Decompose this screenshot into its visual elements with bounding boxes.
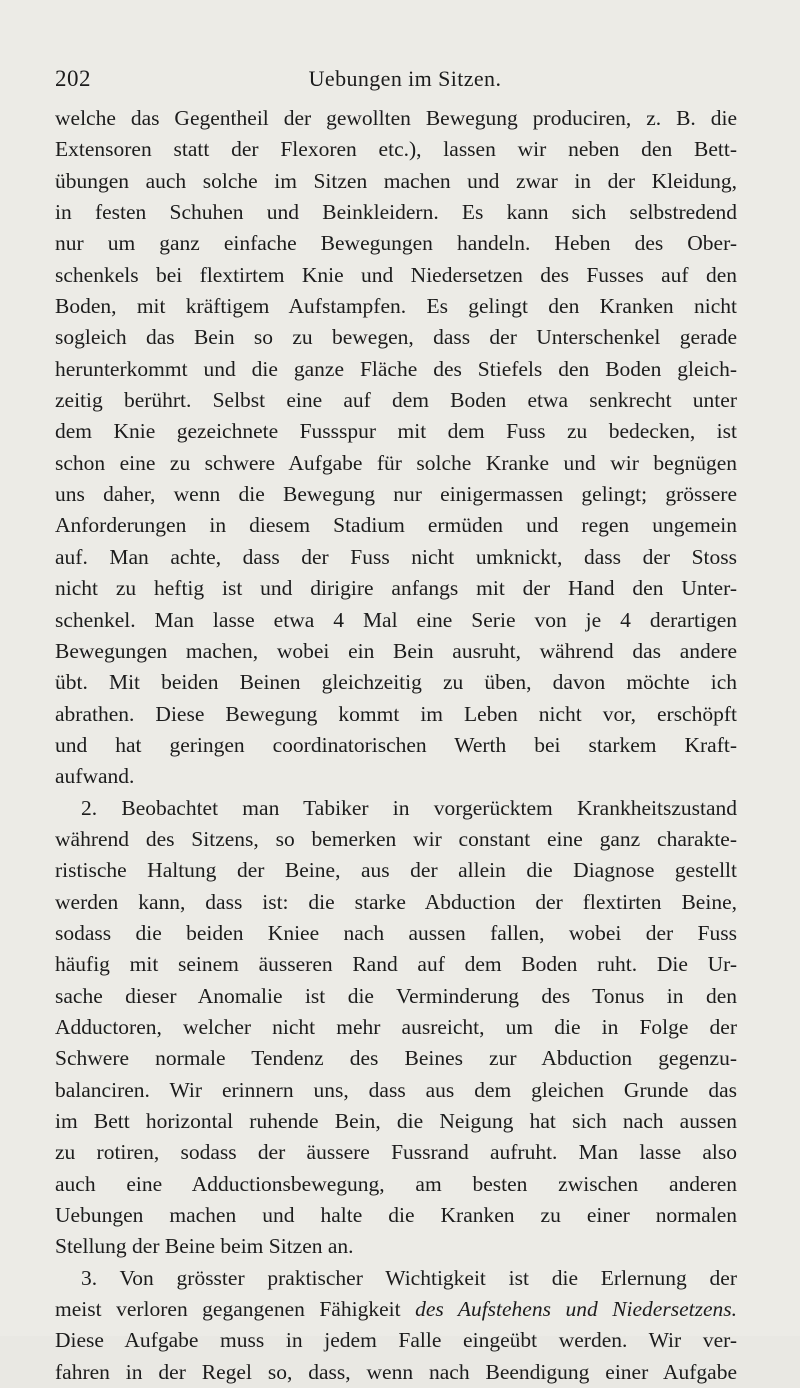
text-line: übungen auch solche im Sitzen machen und zwar in der Kleidung, <box>55 168 737 193</box>
text-line: nicht zu heftig ist und dirigire anfangs mit der Hand den Unter- <box>55 576 737 601</box>
text-line: Uebungen machen und halte die Kranken zu einer normalen <box>55 1203 737 1228</box>
text-line: Adductoren, welcher nicht mehr ausreicht, um die in Folge der <box>55 1014 737 1039</box>
text-line: zeitig berührt. Selbst eine auf dem Boden etwa senkrecht unter <box>55 388 737 413</box>
text-line: Anforderungen in diesem Stadium ermüden und regen ungemein <box>55 513 737 538</box>
text-line: auf. Man achte, dass der Fuss nicht umknickt, dass der Stoss <box>55 544 737 569</box>
text-line: uns daher, wenn die Bewegung nur einigermassen gelingt; grössere <box>55 482 737 507</box>
text-line: sodass die beiden Kniee nach aussen fallen, wobei der Fuss <box>55 920 737 945</box>
text-line: Diese Aufgabe muss in jedem Falle eingeübt werden. Wir ver- <box>55 1328 737 1353</box>
text-line: abrathen. Diese Bewegung kommt im Leben nicht vor, erschöpft <box>55 701 737 726</box>
text-line: auch eine Adductionsbewegung, am besten zwischen anderen <box>55 1171 737 1196</box>
text-line: nur um ganz einfache Bewegungen handeln. Heben des Ober- <box>55 231 737 256</box>
text-line: aufwand. <box>55 764 135 789</box>
text-line: im Bett horizontal ruhende Bein, die Neigung hat sich nach aussen <box>55 1109 737 1133</box>
text-line: Boden, mit kräftigem Aufstampfen. Es gelingt den Kranken nicht <box>55 294 737 319</box>
text-line: Bewegungen machen, wobei ein Bein ausruht, während das andere <box>55 638 737 663</box>
text-line: ristische Haltung der Beine, aus der allein die Diagnose gestellt <box>55 858 737 883</box>
italic-phrase: des Aufstehens und Niedersetzens. <box>415 1297 738 1322</box>
text-line: 2. Beobachtet man Tabiker in vorgerücktem Krankheitszustand <box>81 795 737 820</box>
text-line: 3. Von grösster praktischer Wichtigkeit ist die Erlernung der <box>81 1265 737 1290</box>
text-line: schenkel. Man lasse etwa 4 Mal eine Serie von je 4 derartigen <box>55 607 737 632</box>
text-line: schon eine zu schwere Aufgabe für solche Kranke und wir begnügen <box>55 450 737 475</box>
body-text <box>55 103 737 1388</box>
text-line: dem Knie gezeichnete Fussspur mit dem Fuss zu bedecken, ist <box>55 419 737 444</box>
text-line: sache dieser Anomalie ist die Verminderung des Tonus in den <box>55 983 737 1008</box>
text-run: meist verloren gegangenen Fähigkeit <box>55 1297 416 1322</box>
text-line: welche das Gegentheil der gewollten Bewegung produciren, z. B. die <box>55 106 737 130</box>
page-number: 202 <box>55 66 91 91</box>
text-line: Stellung der Beine beim Sitzen an. <box>55 1234 354 1259</box>
text-line: häufig mit seinem äusseren Rand auf dem Boden ruht. Die Ur- <box>55 952 737 977</box>
running-head <box>55 66 755 92</box>
text-line: in festen Schuhen und Beinkleidern. Es kann sich selbstredend <box>55 200 737 225</box>
text-line: werden kann, dass ist: die starke Abduction der flextirten Beine, <box>55 889 737 914</box>
text-line: während des Sitzens, so bemerken wir constant eine ganz charakte- <box>55 826 737 851</box>
text-line: Schwere normale Tendenz des Beines zur Abduction gegenzu- <box>55 1046 737 1071</box>
text-line: und hat geringen coordinatorischen Werth bei starkem Kraft- <box>55 732 737 757</box>
text-line: fahren in der Regel so, dass, wenn nach Beendigung einer Aufgabe <box>55 1359 737 1384</box>
text-line: sogleich das Bein so zu bewegen, dass der Unterschenkel gerade <box>55 325 737 350</box>
text-line: herunterkommt und die ganze Fläche des Stiefels den Boden gleich- <box>55 356 737 381</box>
running-title: Uebungen im Sitzen. <box>308 66 502 91</box>
text-line: zu rotiren, sodass der äussere Fussrand aufruht. Man lasse also <box>55 1140 737 1165</box>
text-line: Extensoren statt der Flexoren etc.), lassen wir neben den Bett- <box>55 137 737 162</box>
text-line: schenkels bei flextirtem Knie und Niedersetzen des Fusses auf den <box>55 262 737 287</box>
text-line <box>55 1294 737 1325</box>
text-line: übt. Mit beiden Beinen gleichzeitig zu üben, davon möchte ich <box>55 670 737 695</box>
text-line: balanciren. Wir erinnern uns, dass aus dem gleichen Grunde das <box>55 1077 737 1102</box>
